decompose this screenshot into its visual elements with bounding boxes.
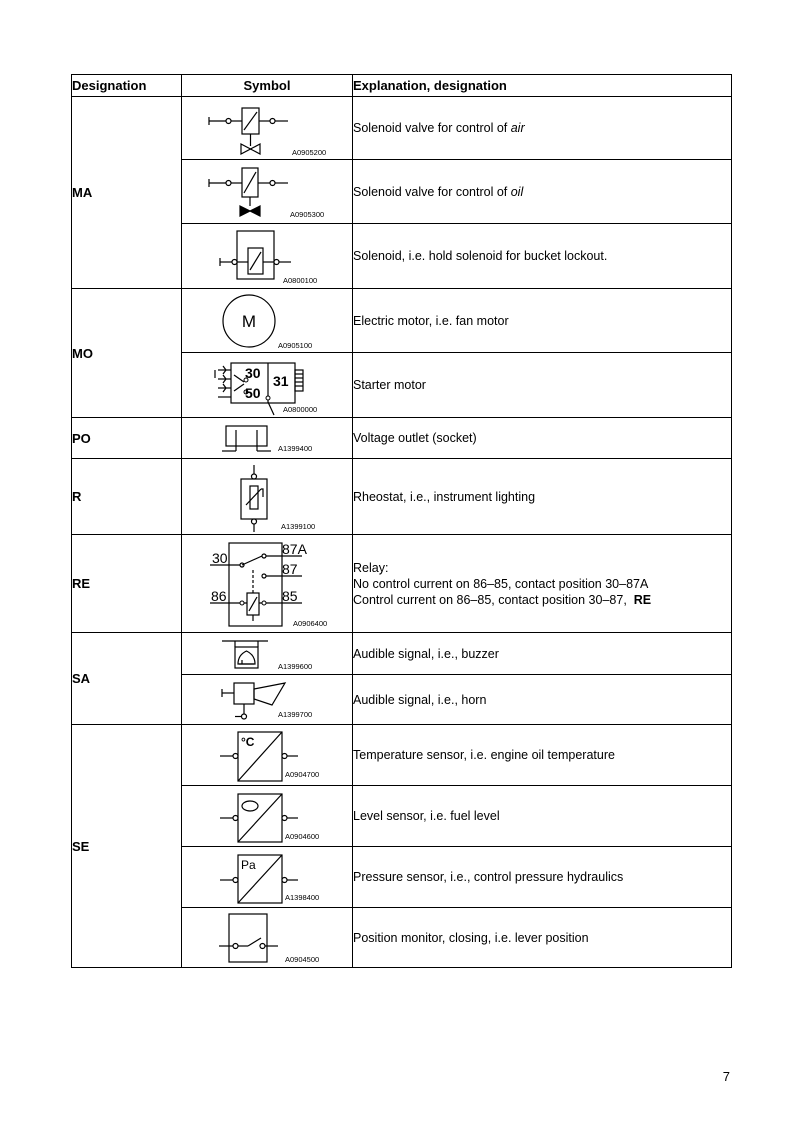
temperature-sensor-icon bbox=[182, 725, 353, 786]
designation-r: R bbox=[72, 459, 182, 535]
starter-motor-icon bbox=[182, 353, 353, 418]
symbol-cell bbox=[182, 725, 353, 786]
designation-header: Designation bbox=[72, 75, 182, 97]
designation-se: SE bbox=[72, 725, 182, 968]
designation-sa: SA bbox=[72, 633, 182, 725]
explanation-cell: Position monitor, closing, i.e. lever position bbox=[353, 908, 732, 968]
drawing-code: A0905200 bbox=[292, 148, 327, 157]
table-row bbox=[72, 535, 732, 633]
page-number: 7 bbox=[722, 1069, 730, 1084]
explanation-cell: Solenoid valve for control of oil bbox=[353, 160, 732, 224]
symbol-cell bbox=[182, 418, 353, 459]
explanation-cell: Electric motor, i.e. fan motor bbox=[353, 289, 732, 353]
voltage-outlet-icon bbox=[182, 418, 353, 459]
explanation-cell bbox=[353, 535, 732, 633]
explanation-header: Explanation, designation bbox=[353, 75, 732, 97]
position-monitor-icon bbox=[182, 908, 353, 968]
explanation-cell: Rheostat, i.e., instrument lighting bbox=[353, 459, 732, 535]
rheostat-icon bbox=[182, 459, 353, 535]
symbol-cell bbox=[182, 353, 353, 418]
pressure-sensor-icon bbox=[182, 847, 353, 908]
designation-ma: MA bbox=[72, 97, 182, 289]
designation-mo: MO bbox=[72, 289, 182, 418]
designation-re: RE bbox=[72, 535, 182, 633]
symbol-cell bbox=[182, 786, 353, 847]
relay-icon bbox=[182, 535, 353, 633]
drawing-code: A0904700 bbox=[285, 770, 320, 779]
table-row bbox=[72, 97, 732, 160]
explanation-cell: Voltage outlet (socket) bbox=[353, 418, 732, 459]
terminal-87a-label: 87A bbox=[282, 541, 307, 557]
symbol-cell bbox=[182, 675, 353, 725]
buzzer-icon bbox=[182, 633, 353, 675]
hold-solenoid-icon bbox=[182, 224, 353, 289]
drawing-code: A1398400 bbox=[285, 893, 320, 902]
table-row bbox=[72, 418, 732, 459]
terminal-85-label: 85 bbox=[282, 588, 298, 604]
drawing-code: A0800000 bbox=[283, 405, 318, 414]
symbol-header: Symbol bbox=[182, 75, 353, 97]
explanation-cell: Pressure sensor, i.e., control pressure hydraulics bbox=[353, 847, 732, 908]
drawing-code: A1399100 bbox=[281, 522, 316, 531]
table-row bbox=[72, 633, 732, 675]
relay-line-3: Control current on 86–85, contact position 30–87, RE bbox=[353, 592, 652, 607]
drawing-code: A1399400 bbox=[278, 444, 313, 453]
drawing-code: A1399600 bbox=[278, 662, 313, 671]
designation-po: PO bbox=[72, 418, 182, 459]
terminal-50-label: 50 bbox=[245, 385, 261, 401]
table-header-row bbox=[72, 75, 732, 97]
symbol-cell bbox=[182, 97, 353, 160]
solenoid-valve-air-icon bbox=[182, 97, 353, 160]
explanation-cell: Level sensor, i.e. fuel level bbox=[353, 786, 732, 847]
explanation-cell: Starter motor bbox=[353, 353, 732, 418]
table-row bbox=[72, 459, 732, 535]
symbol-legend-table bbox=[71, 74, 732, 968]
symbol-cell bbox=[182, 847, 353, 908]
terminal-86-label: 86 bbox=[211, 588, 227, 604]
terminal-87-label: 87 bbox=[282, 561, 298, 577]
level-sensor-icon bbox=[182, 786, 353, 847]
explanation-cell: Audible signal, i.e., buzzer bbox=[353, 633, 732, 675]
symbol-cell bbox=[182, 459, 353, 535]
explanation-cell: Audible signal, i.e., horn bbox=[353, 675, 732, 725]
terminal-30-label: 30 bbox=[212, 550, 228, 566]
pascal-label: Pa bbox=[241, 858, 256, 872]
symbol-cell bbox=[182, 908, 353, 968]
table-row bbox=[72, 289, 732, 353]
celsius-label: °C bbox=[241, 735, 255, 749]
drawing-code: A0905100 bbox=[278, 341, 313, 350]
symbol-cell bbox=[182, 633, 353, 675]
horn-icon bbox=[182, 675, 353, 725]
terminal-30-label: 30 bbox=[245, 365, 261, 381]
electric-motor-icon bbox=[182, 289, 353, 353]
relay-line-1: Relay: bbox=[353, 560, 389, 575]
solenoid-valve-oil-icon bbox=[182, 160, 353, 224]
motor-label: M bbox=[241, 312, 257, 331]
symbol-cell bbox=[182, 535, 353, 633]
symbol-cell bbox=[182, 160, 353, 224]
table-row bbox=[72, 725, 732, 786]
explanation-cell: Temperature sensor, i.e. engine oil temperature bbox=[353, 725, 732, 786]
drawing-code: A0904500 bbox=[285, 955, 320, 964]
explanation-cell: Solenoid, i.e. hold solenoid for bucket lockout. bbox=[353, 224, 732, 289]
explanation-cell: Solenoid valve for control of air bbox=[353, 97, 732, 160]
relay-line-2: No control current on 86–85, contact position 30–87A bbox=[353, 576, 649, 591]
symbol-cell bbox=[182, 289, 353, 353]
drawing-code: A0906400 bbox=[293, 619, 328, 628]
symbol-cell bbox=[182, 224, 353, 289]
terminal-31-label: 31 bbox=[273, 373, 289, 389]
drawing-code: A0904600 bbox=[285, 832, 320, 841]
drawing-code: A0800100 bbox=[283, 276, 318, 285]
drawing-code: A0905300 bbox=[290, 210, 325, 219]
drawing-code: A1399700 bbox=[278, 710, 313, 719]
